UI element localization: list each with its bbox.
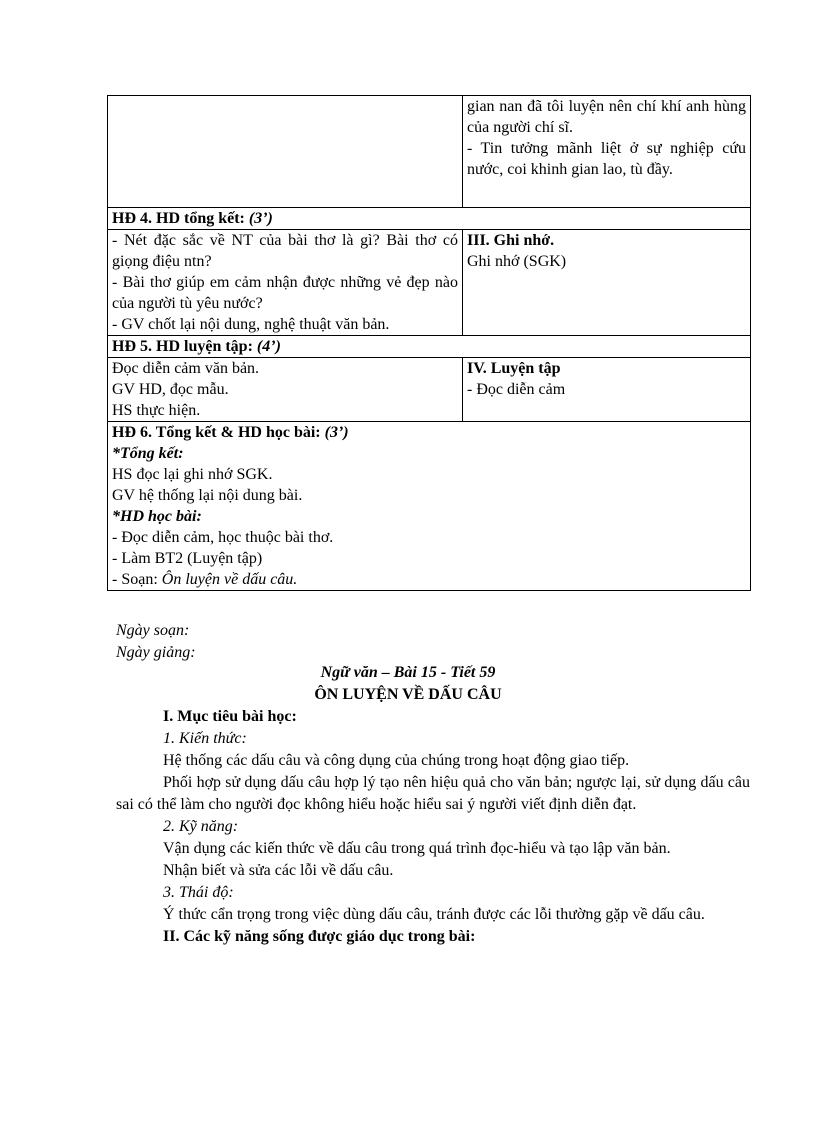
paragraph: Phối hợp sử dụng dấu câu hợp lý tạo nên hiệu quả cho văn bản; ngược lại, sử dụng dấu câu sai có thể làm cho người đọc không hiểu hoặc hiểu sai ý người viết định diễn đạt. (116, 774, 750, 813)
section-heading: I. Mục tiêu bài học: (163, 708, 297, 725)
activity-line: HS thực hiện. (112, 402, 201, 419)
teach-date-label: Ngày giảng: (116, 644, 196, 661)
paragraph: Vận dụng các kiến thức về dấu câu trong quá trình đọc-hiểu và tạo lập văn bản. (163, 840, 671, 857)
homework-title: *HD học bài: (112, 508, 202, 525)
table-row (108, 336, 751, 358)
activity-line: - Nét đặc sắc về NT của bài thơ là gì? Bài thơ có giọng điệu ntn? (112, 232, 458, 270)
next-lesson-title: Ôn luyện về dấu câu. (161, 571, 298, 588)
section-title: IV. Luyện tập (467, 360, 561, 377)
section-title: III. Ghi nhớ. (467, 232, 555, 249)
paragraph: Hệ thống các dấu câu và công dụng của chúng trong hoạt động giao tiếp. (163, 752, 630, 769)
table-row (108, 230, 751, 336)
summary-title: *Tổng kết: (112, 445, 184, 462)
subsection-label: 2. Kỹ năng: (163, 818, 239, 835)
activity-heading-hd6: HĐ 6. Tổng kết & HD học bài: (112, 424, 321, 441)
paragraph: Nhận biết và sửa các lỗi về dấu câu. (163, 862, 394, 879)
lesson-dates (116, 620, 196, 664)
content-line: - Đọc diễn cảm (467, 381, 566, 398)
paragraph: Ý thức cẩn trọng trong việc dùng dấu câu, tránh được các lỗi thường gặp về dấu câu. (163, 906, 705, 923)
activity-line: GV HD, đọc mẫu. (112, 381, 229, 398)
summary-line: GV hệ thống lại nội dung bài. (112, 487, 303, 504)
table-row (108, 96, 751, 208)
lesson-plan-table (107, 95, 751, 591)
table-row (108, 358, 751, 422)
activity-line: - GV chốt lại nội dung, nghệ thuật văn bản. (112, 316, 390, 333)
table-row (108, 422, 751, 591)
table-cell-content (463, 358, 751, 422)
homework-line: - Đọc diễn cảm, học thuộc bài thơ. (112, 529, 334, 546)
activity-block-hd6: HĐ 6. Tổng kết & HD học bài: (3’) *Tổng kết: HS đọc lại ghi nhớ SGK. GV hệ thống lại nội dung bài. *HD học bài: - Đọc diễn cảm, học thuộc bài thơ. - Làm BT2 (Luyện tập) - Soạn: Ôn luyện về dấu câu. (108, 422, 751, 591)
subsection-label: 3. Thái độ: (163, 884, 234, 901)
prep-date-label: Ngày soạn: (116, 622, 190, 639)
activity-line: Đọc diễn cảm văn bản. (112, 360, 260, 377)
homework-line: - Soạn: Ôn luyện về dấu câu. (112, 571, 298, 588)
table-row (108, 208, 751, 230)
table-cell-content (463, 96, 751, 208)
table-cell-content (463, 230, 751, 336)
subsection-label: 1. Kiến thức: (163, 730, 247, 747)
content-line: gian nan đã tôi luyện nên chí khí anh hùng của người chí sĩ. (467, 98, 746, 136)
lesson-subtitle: Ngữ văn – Bài 15 - Tiết 59 (320, 664, 496, 681)
activity-line: - Bài thơ giúp em cảm nhận được những vẻ đẹp nào của người tù yêu nước? (112, 274, 458, 312)
section-heading: II. Các kỹ năng sống được giáo dục trong bài: (163, 928, 476, 945)
summary-line: HS đọc lại ghi nhớ SGK. (112, 466, 273, 483)
content-line: - Tin tưởng mãnh liệt ở sự nghiệp cứu nước, coi khinh gian lao, tù đầy. (467, 140, 746, 178)
lesson-title: ÔN LUYỆN VỀ DẤU CÂU (314, 686, 502, 703)
activity-heading-hd5: HĐ 5. HD luyện tập: (4’) (108, 336, 751, 358)
lesson-body (116, 706, 750, 948)
activity-heading-hd4: HĐ 4. HD tổng kết: (3’) (108, 208, 751, 230)
table-cell-activity (108, 358, 463, 422)
content-line: Ghi nhớ (SGK) (467, 253, 567, 270)
homework-line: - Làm BT2 (Luyện tập) (112, 550, 263, 567)
table-cell-activity (108, 96, 463, 208)
table-cell-activity (108, 230, 463, 336)
